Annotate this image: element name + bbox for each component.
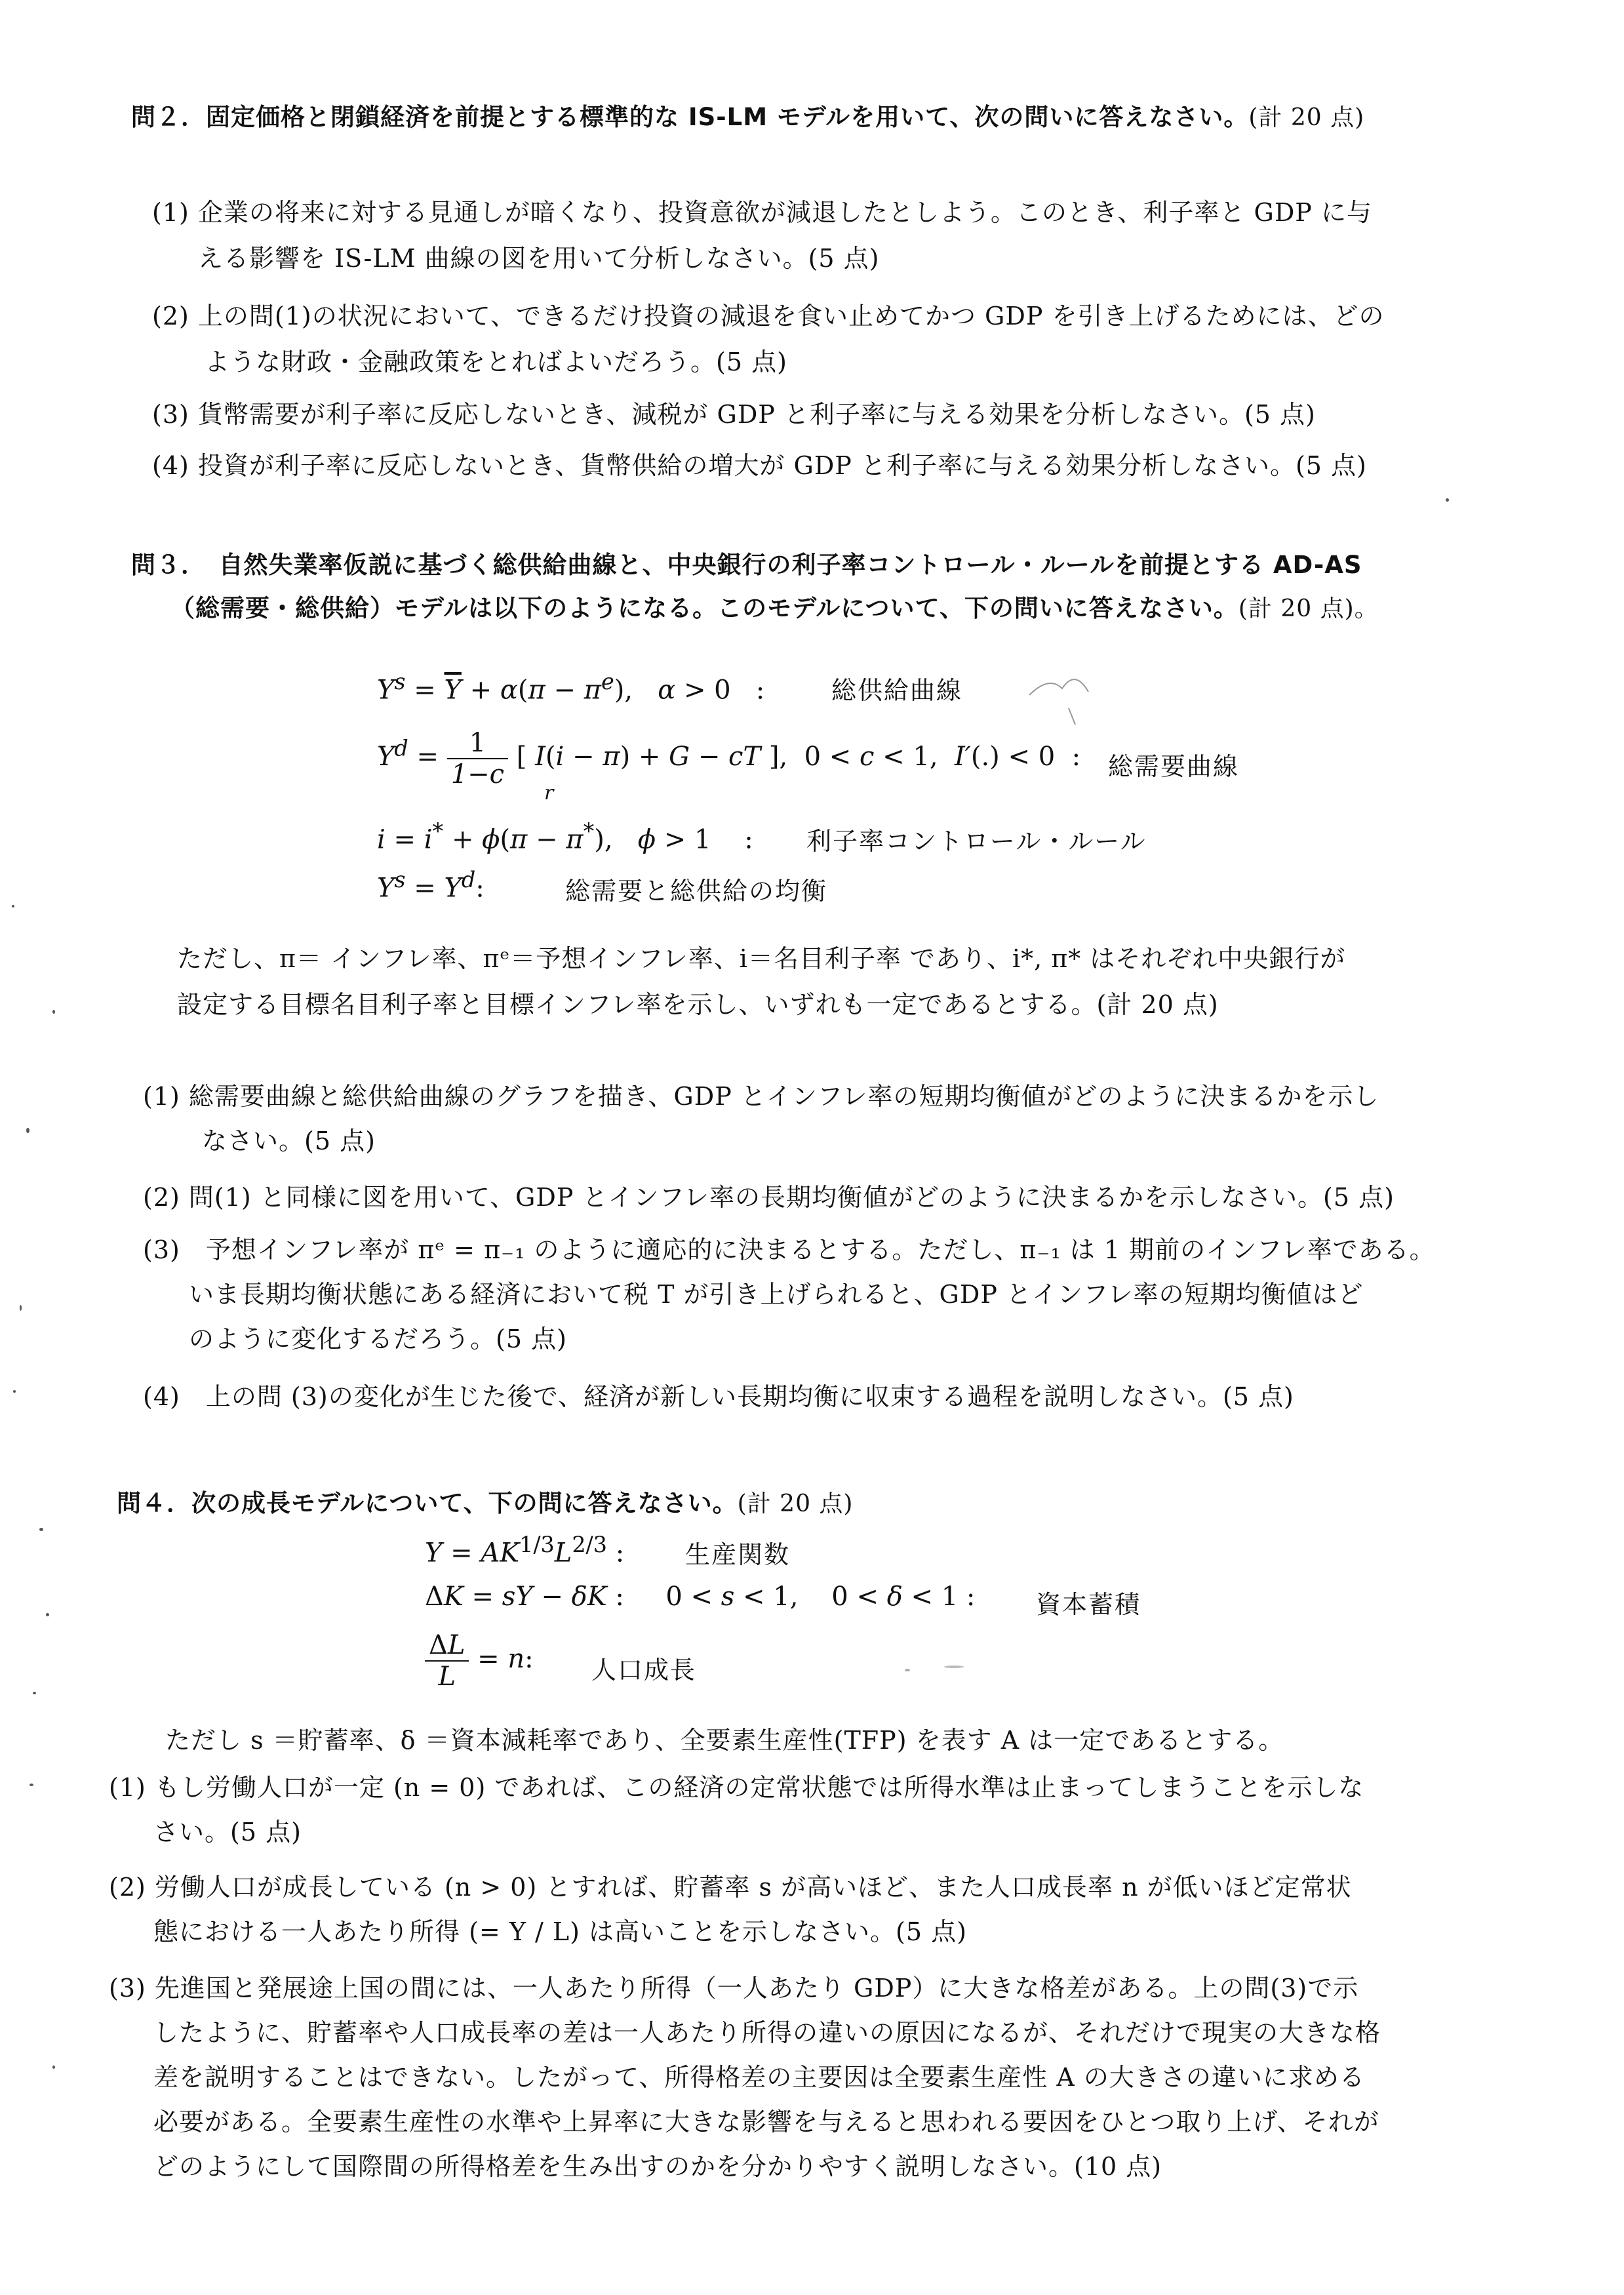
- q4-eq-population: $\frac{\Delta L}{L}$ = n:: [425, 1630, 534, 1692]
- q3-points: (計 20 点)。: [1238, 595, 1379, 622]
- q3-eq-equilibrium-label: 総需要と総供給の均衡: [565, 877, 828, 906]
- q2-title: [131, 97, 1364, 132]
- q3-title-line-2-text: （総需要・総供給）モデルは以下のようになる。このモデルについて、下の問いに答えなさい。: [170, 594, 1238, 622]
- scan-speck: [1446, 498, 1449, 502]
- q3-eq-demand-fraction: $\frac{1}{1-c}$: [447, 728, 508, 789]
- q2-item-1-line-2: える影響を IS-LM 曲線の図を用いて分析しなさい。(5 点): [198, 244, 880, 273]
- q4-item-3-line-5: どのようにして国際間の所得格差を生み出すのかを分かりやすく説明しなさい。(10 点): [153, 2152, 1162, 2181]
- scan-speck: [52, 1010, 55, 1014]
- q4-eq-production: $Y = AK^{1/3}L^{2/3}$ :: [425, 1532, 625, 1568]
- q3-eq-demand-label: 総需要曲線: [1108, 752, 1240, 781]
- q4-eq-population-fraction: $\frac{\Delta L}{L}$: [425, 1630, 469, 1692]
- q4-note: ただし s ＝貯蓄率、δ ＝資本減耗率であり、全要素生産性(TFP) を表す A は一定であるとする。: [165, 1726, 1284, 1755]
- q4-eq-capital: ΔK = sY − δK : 0 < s < 1, 0 < δ < 1 :: [425, 1582, 976, 1612]
- q3-item-4-line-1: (4) 上の問 (3)の変化が生じた後で、経済が新しい長期均衡に収束する過程を説明しなさい。(5 点): [143, 1382, 1294, 1411]
- q4-item-3-line-2: したように、貯蓄率や人口成長率の差は一人あたり所得の違いの原因になるが、それだけで現実の大きな格: [153, 2018, 1381, 2047]
- q3-eq-supply: $Y^s = \overline{Y} + \alpha(\pi - \pi^e)$, α > 0 :: [377, 669, 765, 706]
- q3-title: [131, 547, 1379, 628]
- scan-speck: [52, 2066, 55, 2069]
- scan-speck: [30, 1784, 33, 1786]
- q2-item-2-line-1: (2) 上の問(1)の状況において、できるだけ投資の減退を食い止めてかつ GDP を引き上げるためには、どの: [152, 302, 1385, 330]
- q2-item-2: [152, 299, 1385, 379]
- q4-item-1-line-2: さい。(5 点): [153, 1818, 302, 1846]
- q4-eq-capital-label: 資本蓄積: [1036, 1590, 1141, 1619]
- q3-eq-rule: i = i* + ϕ(π − π*), ϕ > 1 :: [377, 818, 753, 855]
- q3-eq-supply-label: 総供給曲線: [831, 676, 963, 705]
- q4-points: (計 20 点): [737, 1490, 854, 1517]
- q2-item-1-line-1: (1) 企業の将来に対する見通しが暗くなり、投資意欲が減退したとしよう。このとき、利子率と GDP に与: [152, 198, 1372, 227]
- q4-item-3: [109, 1971, 1381, 2184]
- q4-eq-production-label: 生産関数: [685, 1540, 791, 1569]
- q3-item-3-line-3: のように変化するだろう。(5 点): [189, 1325, 567, 1353]
- q3-item-1-line-1: (1) 総需要曲線と総供給曲線のグラフを描き、GDP とインフレ率の短期均衡値がどのように決まるかを示し: [143, 1082, 1379, 1111]
- q4-item-3-line-3: 差を説明することはできない。したがって、所得格差の主要因は全要素生産性 A の大きさの違いに求める: [153, 2063, 1365, 2092]
- q4-item-2-line-2: 態における一人あたり所得 (= Y / L) は高いことを示しなさい。(5 点): [153, 1917, 967, 1946]
- q4-item-3-line-4: 必要がある。全要素生産性の水準や上昇率に大きな影響を与えると思われる要因をひとつ取り上げ、それが: [153, 2107, 1379, 2136]
- q3-item-2-line-1: (2) 問(1) と同様に図を用いて、GDP とインフレ率の長期均衡値がどのように決まるかを示しなさい。(5 点): [143, 1183, 1395, 1212]
- scan-speck: [12, 905, 14, 908]
- scan-speck: [13, 1390, 16, 1393]
- q3-eq-equilibrium: $Y^s = Y^d$:: [377, 867, 485, 904]
- q4-item-2: [109, 1870, 1352, 1949]
- scan-speck: [39, 1528, 43, 1531]
- q2-item-3: [152, 397, 1316, 431]
- q2-title-text: 問２．固定価格と閉鎖経済を前提とする標準的な IS-LM モデルを用いて、次の問いに答えなさい。: [131, 103, 1249, 131]
- scan-speck: [33, 1692, 36, 1694]
- q3-item-3-line-2: いま長期均衡状態にある経済において税 T が引き上げられると、GDP とインフレ率の短期均衡値はど: [189, 1280, 1364, 1309]
- q3-note: [177, 942, 1345, 1022]
- scan-speck: [905, 1669, 910, 1671]
- q3-note-line-2: 設定する目標名目利子率と目標インフレ率を示し、いずれも一定であるとする。(計 20 点): [177, 990, 1219, 1019]
- pencil-scribble: [1023, 662, 1101, 734]
- q4-title-text: 問４．次の成長モデルについて、下の問に答えなさい。: [117, 1489, 738, 1517]
- q3-item-1-line-2: なさい。(5 点): [202, 1127, 376, 1155]
- q2-item-3-line-1: (3) 貨幣需要が利子率に反応しないとき、減税が GDP と利子率に与える効果を分析しなさい。(5 点): [152, 400, 1316, 429]
- q4-item-1-line-1: (1) もし労働人口が一定 (n = 0) であれば、この経済の定常状態では所得水準は止まってしまうことを示しな: [109, 1773, 1364, 1802]
- q3-item-3: [143, 1233, 1435, 1356]
- q2-item-1: [152, 195, 1372, 275]
- q3-title-line-1: 問３． 自然失業率仮説に基づく総供給曲線と、中央銀行の利子率コントロール・ルールを前提とする AD-AS: [131, 551, 1362, 579]
- q4-item-2-line-1: (2) 労働人口が成長している (n > 0) とすれば、貯蓄率 s が高いほど、また人口成長率 n が低いほど定常状: [109, 1873, 1352, 1902]
- q3-title-line-2: [131, 590, 1379, 628]
- q3-eq-demand-r-mark: r: [544, 782, 554, 805]
- q3-eq-rule-label: 利子率コントロール・ルール: [806, 827, 1147, 856]
- scan-speck: [46, 1613, 49, 1616]
- q4-title: [117, 1483, 853, 1519]
- q3-item-4: [143, 1380, 1294, 1414]
- q3-item-1: [143, 1079, 1379, 1158]
- q2-item-2-line-2: ような財政・金融政策をとればよいだろう。(5 点): [205, 348, 787, 376]
- q3-note-line-1: ただし、π＝ インフレ率、πᵉ＝予想インフレ率、i＝名目利子率 であり、i*, π* はそれぞれ中央銀行が: [177, 944, 1346, 973]
- scan-speck: [26, 1128, 30, 1133]
- q3-eq-demand: $Y^d$ = $\frac{1}{1-c}$ [ I(i − π) + G − cT ], 0 < c < 1, I′(.) < 0 :: [377, 728, 1081, 789]
- q4-item-1: [109, 1770, 1364, 1849]
- q2-points: (計 20 点): [1248, 104, 1365, 131]
- q2-item-4-line-1: (4) 投資が利子率に反応しないとき、貨幣供給の増大が GDP と利子率に与える効果分析しなさい。(5 点): [152, 451, 1367, 480]
- q4-item-3-line-1: (3) 先進国と発展途上国の間には、一人あたり所得（一人あたり GDP）に大きな格差がある。上の問(3)で示: [109, 1974, 1359, 2003]
- q2-item-4: [152, 449, 1367, 483]
- q4-eq-population-label: 人口成長: [591, 1656, 697, 1685]
- scan-speck: [20, 1305, 22, 1311]
- scan-speck: [944, 1666, 964, 1668]
- q3-item-3-line-1: (3) 予想インフレ率が πᵉ = π₋₁ のように適応的に決まるとする。ただし、π₋₁ は 1 期前のインフレ率である。: [143, 1235, 1435, 1264]
- q3-item-2: [143, 1180, 1395, 1214]
